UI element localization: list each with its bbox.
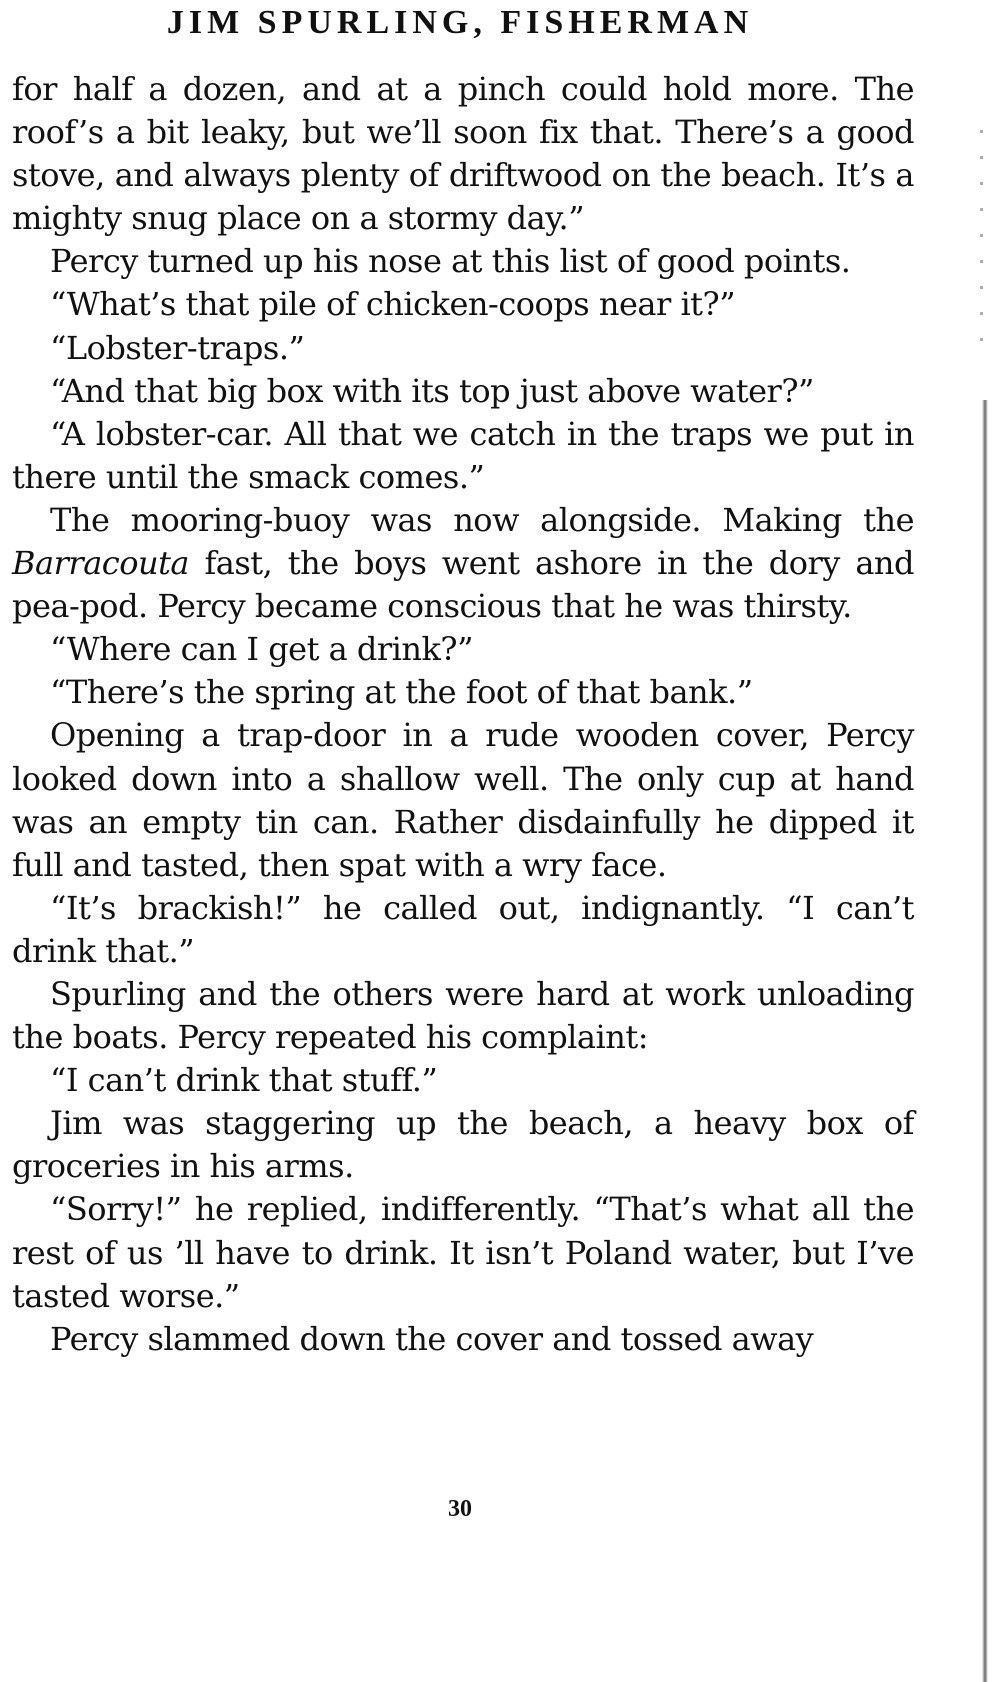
gutter-specks — [980, 130, 983, 360]
paragraph: Percy slammed down the cover and tossed away — [50, 1319, 814, 1358]
paragraph: Opening a trap-door in a rude wooden cover, Percy looked down into a shallow well. The only cup at hand was an empty tin can. Rather disdainfully he dipped it full and tasted, then spat with a wry face. — [12, 716, 914, 884]
body-text — [12, 68, 914, 1361]
paragraph: “Where can I get a drink?” — [50, 630, 473, 669]
paragraph: for half a dozen, and at a pinch could hold more. The roof’s a bit leaky, but we’ll soon fix that. There’s a good stove, and always plenty of driftwood on the beach. It’s a mighty snug place on a stormy day.” — [12, 70, 914, 238]
paragraph: “A lobster-car. All that we catch in the traps we put in there until the smack comes.” — [12, 414, 914, 496]
paragraph: “It’s brackish!” he called out, indignantly. “I can’t drink that.” — [12, 888, 914, 970]
paragraph-text: The mooring-buoy was now alongside. Making the — [50, 500, 914, 539]
running-head: JIM SPURLING, FISHERMAN — [166, 4, 754, 41]
paragraph: “Sorry!” he replied, indifferently. “That’s what all the rest of us ’ll have to drink. It isn’t Poland water, but I’ve tasted worse.” — [12, 1190, 914, 1315]
paragraph: “What’s that pile of chicken-coops near it?” — [50, 285, 736, 324]
paragraph: “And that big box with its top just above water?” — [50, 371, 814, 410]
paragraph — [12, 499, 914, 628]
paragraph: “Lobster-traps.” — [50, 328, 305, 367]
binding-gutter-shadow — [982, 400, 988, 1682]
paragraph: “There’s the spring at the foot of that bank.” — [50, 673, 753, 712]
page-number: 30 — [448, 1496, 472, 1522]
paragraph: “I can’t drink that stuff.” — [50, 1061, 438, 1100]
paragraph: Percy turned up his nose at this list of good points. — [50, 242, 851, 281]
paragraph: Spurling and the others were hard at work unloading the boats. Percy repeated his complaint: — [12, 974, 914, 1057]
boat-name: Barracouta — [12, 544, 189, 583]
paragraph: Jim was staggering up the beach, a heavy box of groceries in his arms. — [12, 1104, 914, 1186]
paragraph-text: fast, the boys went ashore in the dory and pea-pod. Percy became conscious that he was thirsty. — [12, 544, 914, 626]
